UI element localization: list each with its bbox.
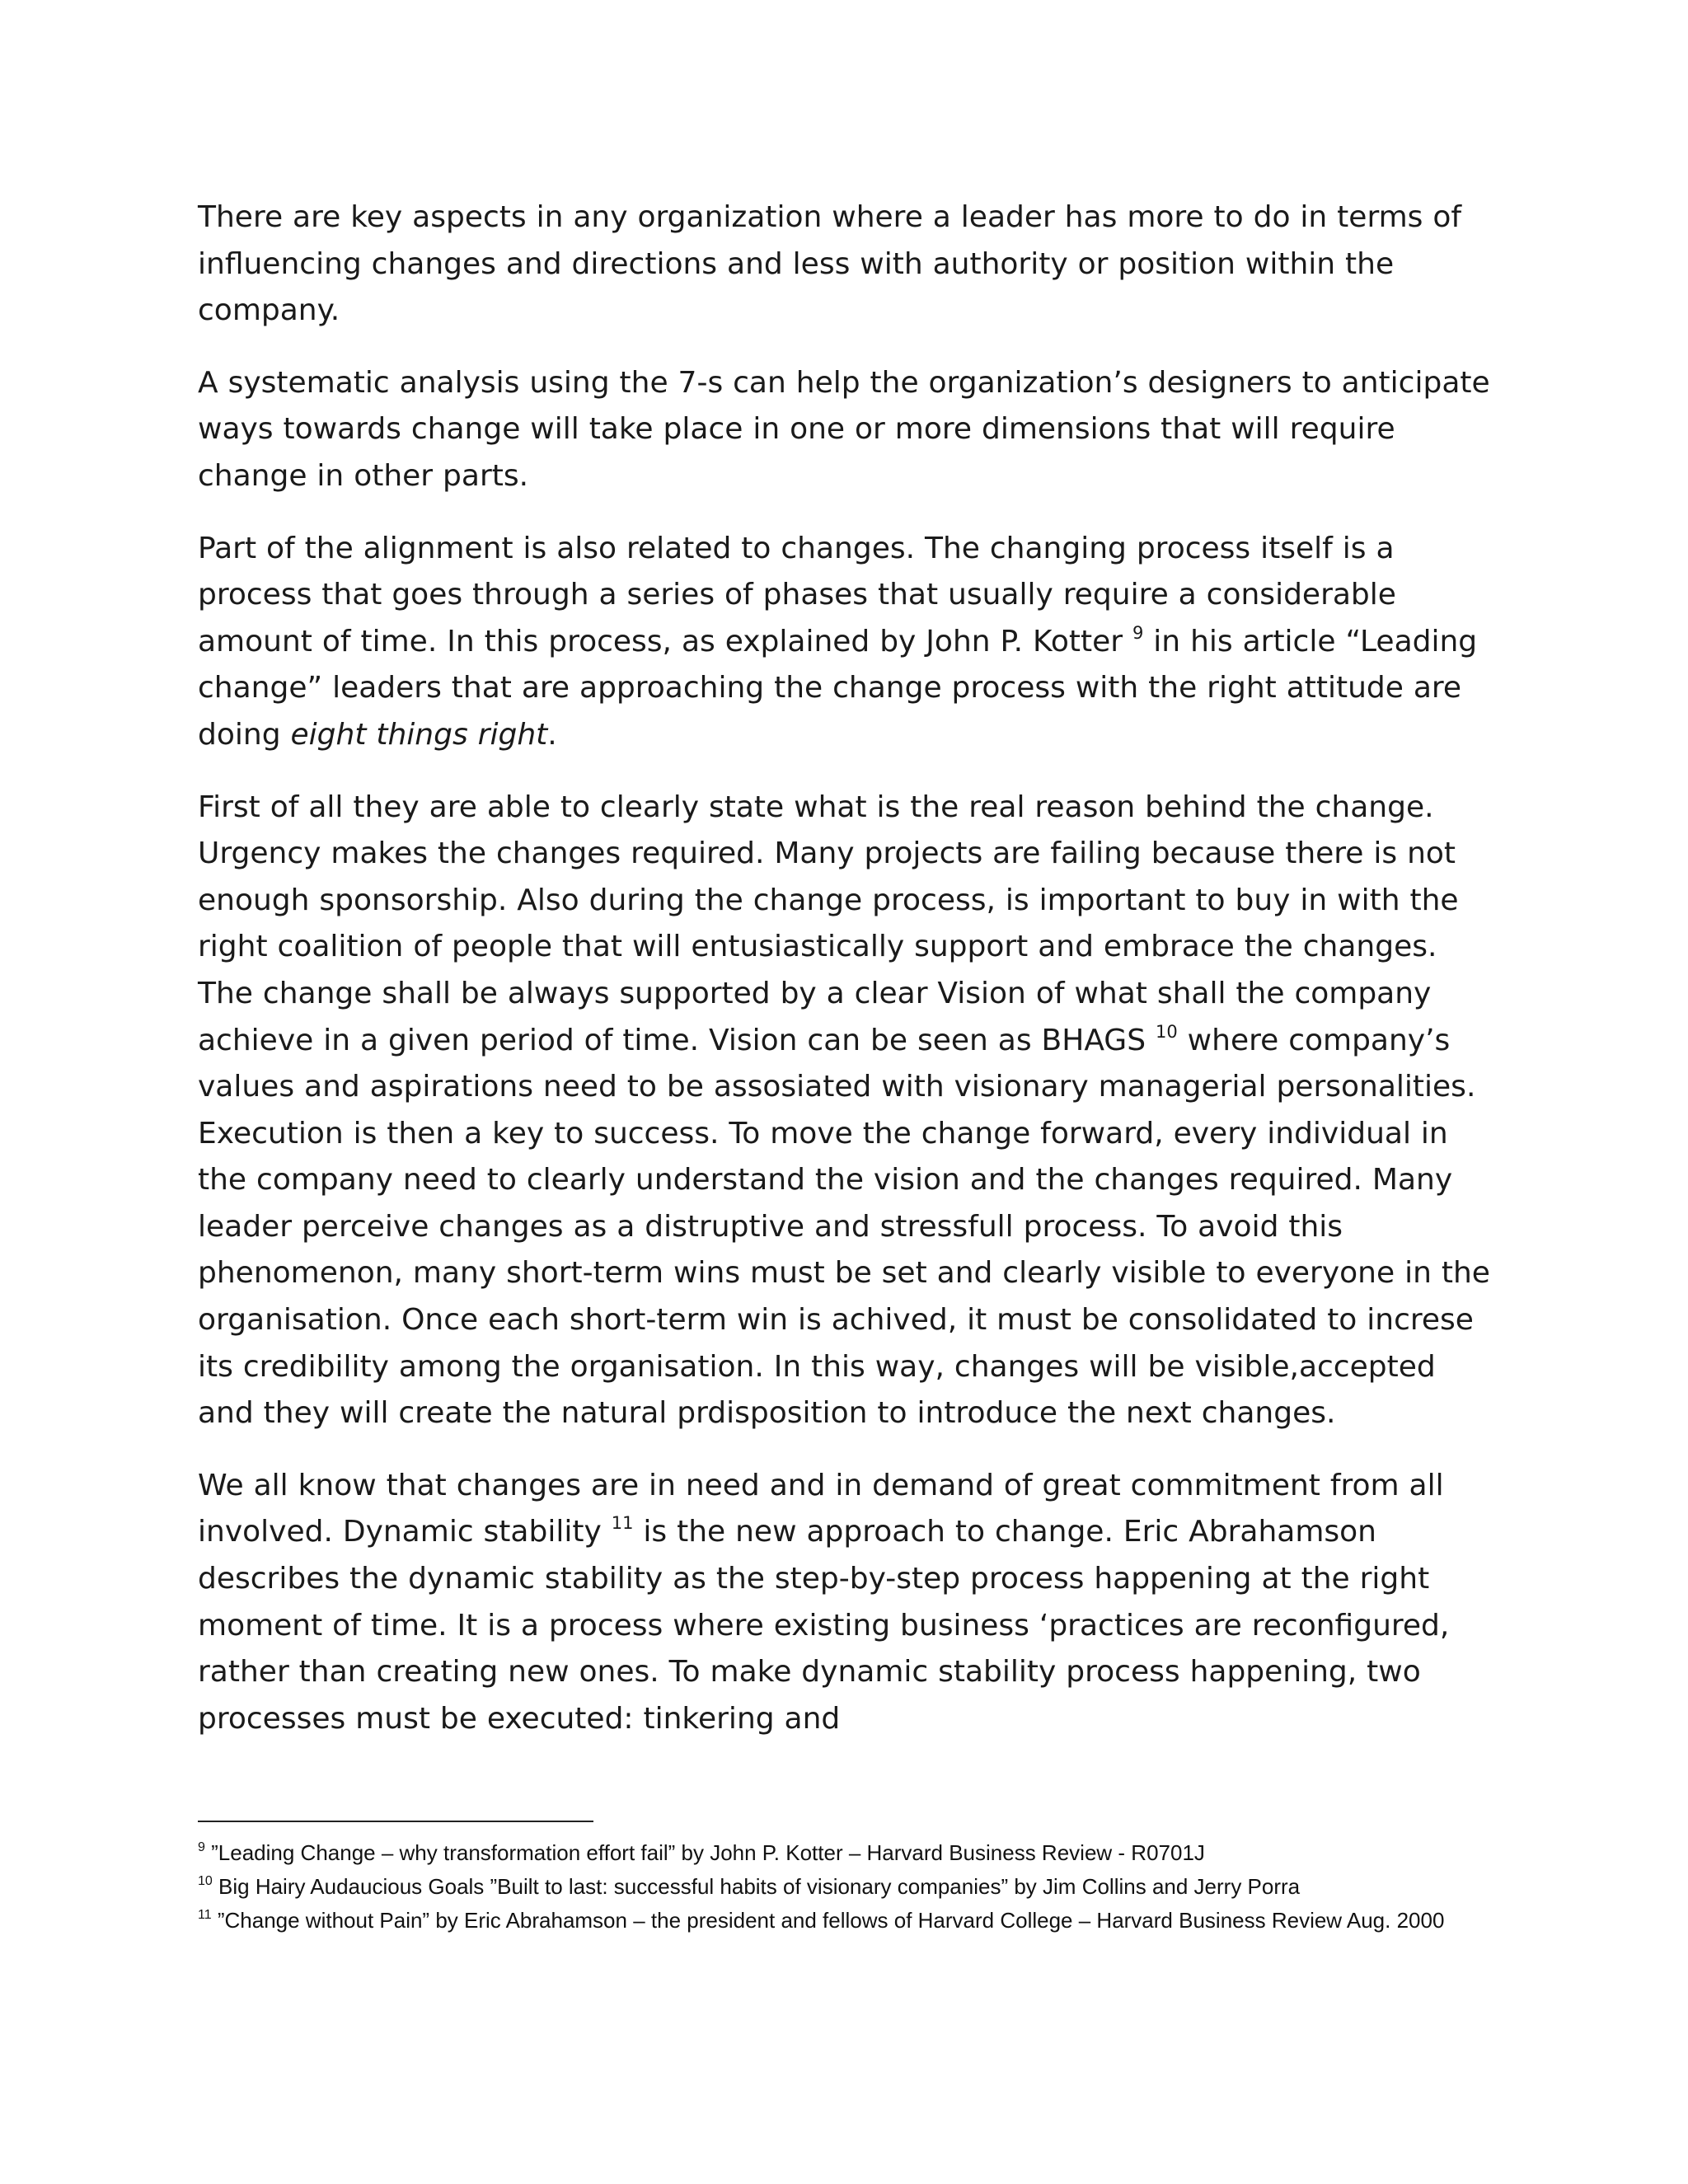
footnote-9-mark: 9 [198, 1840, 205, 1854]
footnote-separator [198, 1821, 593, 1822]
paragraph-3 [198, 526, 1500, 759]
footnote-reference-11: 11 [611, 1513, 634, 1534]
paragraph-2 [198, 360, 1500, 500]
footnote-10-text: Big Hairy Audaucious Goals ”Built to last: successful habits of visionary companies” by Jim Collins and Jerry Porra [212, 1874, 1301, 1899]
footnote-11 [198, 1904, 1517, 1938]
footnote-11-text: ”Change without Pain” by Eric Abrahamson – the president and fellows of Harvard College – Harvard Business Review Aug. 2000 [211, 1908, 1445, 1933]
paragraph-3-text-b: in his article “Leading change” leaders that are approaching the change process with the right attitude are doing [198, 624, 1478, 752]
paragraph-4-text-b: where company’s values and aspirations need to be assosiated with visionary managerial personalities. Execution is then a key to success. To move the change forward, every individual in the company need to clearly understand the vision and the changes required. Many leader perceive changes as a distruptive and stressfull process. To avoid this phenomenon, many short-term wins must be set and clearly visible to everyone in the organisation. Once each short-term win is achived, it must be consolidated to increse its credibility among the organisation. In this way, changes will be visible,accepted and they will create the natural prdisposition to introduce the next changes. [198, 1023, 1490, 1431]
footnote-9-text: ”Leading Change – why transformation effort fail” by John P. Kotter – Harvard Business Review - R0701J [204, 1840, 1205, 1865]
paragraph-1 [198, 194, 1500, 335]
paragraph-5-text-a: We all know that changes are in need and in demand of great commitment from all involved. Dynamic stability [198, 1468, 1444, 1549]
paragraph-4-text-a: First of all they are able to clearly state what is the real reason behind the change. Urgency makes the changes required. Many projects are failing because there is not enough sponsorship. Also during the change process, is important to buy in with the right coalition of people that will entusiastically support and embrace the changes. The change shall be always supported by a clear Vision of what shall the company achieve in a given period of time. Vision can be seen as BHAGS [198, 790, 1459, 1057]
footnote-11-mark: 11 [198, 1908, 212, 1922]
paragraph-3-emphasis: eight things right [290, 717, 548, 752]
paragraph-2-text: A systematic analysis using the 7-s can help the organization’s designers to anticipate ways towards change will take place in one or more dimensions that will require change in other parts. [198, 365, 1490, 493]
paragraph-1-text: There are key aspects in any organization where a leader has more to do in terms of influencing changes and directions and less with authority or position within the company. [198, 200, 1462, 328]
footnote-reference-9: 9 [1132, 622, 1144, 643]
paragraph-3-text-a: Part of the alignment is also related to changes. The changing process itself is a process that goes through a series of phases that usually require a considerable amount of time. In this process, as explained by John P. Kotter [198, 531, 1396, 658]
paragraph-5-text-b: is the new approach to change. Eric Abrahamson describes the dynamic stability as the step-by-step process happening at the right moment of time. It is a process where existing business ‘practices are reconfigured, rather than creating new ones. To make dynamic stability process happening, two processes must be executed: tinkering and [198, 1515, 1450, 1736]
footnotes [198, 1836, 1517, 1938]
paragraph-4 [198, 785, 1500, 1437]
body-text [198, 194, 1500, 1742]
footnote-reference-10: 10 [1156, 1021, 1178, 1042]
paragraph-3-text-c: . [547, 717, 557, 752]
paragraph-5 [198, 1463, 1500, 1743]
footnote-9 [198, 1836, 1517, 1870]
footnote-10-mark: 10 [198, 1874, 213, 1888]
footnote-10 [198, 1870, 1517, 1904]
